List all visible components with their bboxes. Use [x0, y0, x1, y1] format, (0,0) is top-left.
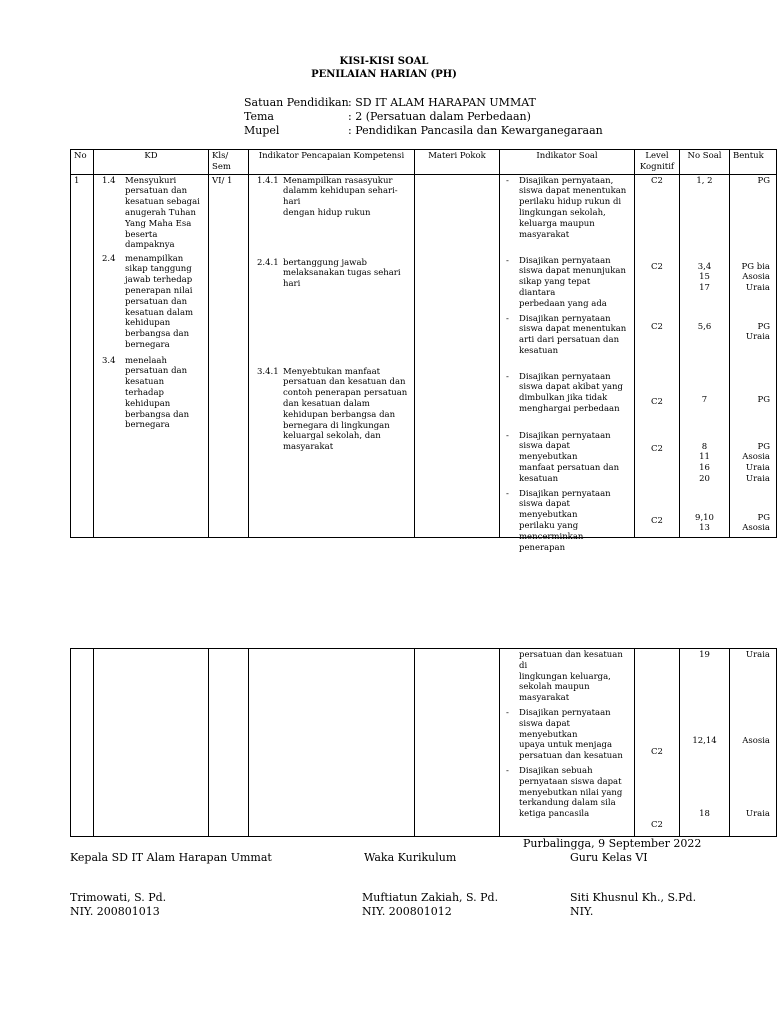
ipk-text: bertanggung jawab melaksanakan tugas sehari hari — [283, 257, 401, 290]
bentuk-soal: PG Asosia Uraia Uraia — [742, 441, 770, 484]
indikator-soal-text: Disajikan pernyataan siswa dapat menyebutkan manfaat persatuan dan kesatuan — [519, 430, 620, 484]
col-header-indikator-soal: Indikator Soal — [500, 150, 635, 175]
no-soal: 7 — [701, 394, 708, 405]
kd-text: menampilkan sikap tanggung jawab terhedap penerapan nilai persatuan dan kesatuan dalam kehidupan berbangsa dan bernegara — [125, 253, 194, 350]
cell-bentuk — [730, 174, 777, 537]
ipk-text: Menyebtukan manfaat persatuan dan kesatuan dan contoh penerapan persatuan dan kesatuan dalam kehidupan berbangsa dan bernegara di lingkungan keluargal sekolah, dan masyarakat — [283, 366, 408, 453]
cell-kls — [209, 649, 249, 837]
col-header-materi: Materi Pokok — [415, 150, 500, 175]
cell-kd — [94, 649, 209, 837]
ipk-text: Menampilkan rasasyukur dalamm kehidupan sehari-hari dengan hidup rukun — [283, 175, 398, 218]
col-header-ipk: Indikator Pencapaian Kompetensi — [249, 150, 415, 175]
signer-niy-waka: NIY. 200801012 — [362, 905, 452, 918]
signer-name-waka: Muftiatun Zakiah, S. Pd. — [362, 891, 499, 904]
cell-nosoal — [680, 174, 730, 537]
bullet-dash: - — [506, 708, 509, 718]
table-row — [71, 174, 777, 537]
kisi-table-page1 — [70, 149, 777, 553]
kd-text: menelaah persatuan dan kesatuan terhadap kehidupan berbangsa dan bernegara — [125, 355, 190, 431]
kd-num: 1.4 — [102, 175, 116, 186]
field-value-tema: : 2 (Persatuan dalam Perbedaan) — [348, 110, 531, 123]
bentuk-soal: PG — [757, 175, 770, 186]
indikator-soal-text: Disajikan pernyataan siswa dapat menyebutkan perilaku yang mencerminkan penerapan — [519, 488, 611, 553]
cell-level — [635, 649, 680, 837]
bullet-dash: - — [506, 766, 509, 776]
kisi-table-page2 — [70, 648, 777, 837]
signer-niy-guru: NIY. — [570, 905, 594, 918]
cell-nosoal — [680, 649, 730, 837]
field-value-mupel: : Pendidikan Pancasila dan Kewarganegaraan — [348, 124, 603, 137]
bentuk-soal: PG Asosia — [742, 512, 770, 534]
signer-role-guru: Guru Kelas VI — [570, 851, 648, 864]
level-kognitif: C2 — [651, 175, 663, 186]
kd-num: 3.4 — [102, 355, 116, 366]
cell-level — [635, 174, 680, 537]
level-kognitif: C2 — [651, 321, 663, 332]
table-header-row — [71, 150, 777, 175]
cell-materi — [415, 174, 500, 537]
level-kognitif: C2 — [651, 261, 663, 272]
indikator-soal-text: Disajikan pernyataan, siswa dapat menentukan perilaku hidup rukun di lingkungan sekolah, keluarga maupun masyarakat — [519, 175, 627, 240]
level-kognitif: C2 — [651, 820, 663, 830]
bentuk-soal: Asosia — [742, 736, 770, 746]
document-title: KISI-KISI SOAL — [339, 56, 429, 67]
cell-ipk — [249, 174, 415, 537]
no-soal: 3,4 15 17 — [697, 261, 712, 294]
bentuk-soal: PG — [757, 394, 770, 405]
bullet-dash: - — [506, 175, 509, 186]
kd-text: Mensyukuri persatuan dan kesatuan sebagai anugerah Tuhan Yang Maha Esa beserta dampaknya — [125, 175, 200, 251]
indikator-soal-text: persatuan dan kesatuan di lingkungan keluarga, sekolah maupun masyarakat — [519, 650, 623, 704]
cell-no: 1 — [71, 174, 94, 537]
cell-materi — [415, 649, 500, 837]
signer-niy-kepala: NIY. 200801013 — [70, 905, 160, 918]
no-soal: 5,6 — [697, 321, 712, 332]
no-soal: 12,14 — [692, 736, 717, 746]
no-soal: 1, 2 — [696, 175, 713, 186]
cell-ipk — [249, 649, 415, 837]
place-date: Purbalingga, 9 September 2022 — [523, 837, 702, 850]
field-value-satuan: : SD IT ALAM HARAPAN UMMAT — [348, 96, 536, 109]
col-header-kls: Kls/ Sem — [209, 150, 249, 175]
bullet-dash: - — [506, 371, 509, 382]
no-soal: 9,10 13 — [695, 512, 714, 534]
signer-role-kepala: Kepala SD IT Alam Harapan Ummat — [70, 851, 272, 864]
ipk-num: 3.4.1 — [257, 366, 279, 377]
no-soal: 8 11 16 20 — [699, 441, 710, 484]
level-kognitif: C2 — [651, 515, 663, 526]
signer-name-kepala: Trimowati, S. Pd. — [70, 891, 167, 904]
ipk-num: 2.4.1 — [257, 257, 279, 268]
document-subtitle: PENILAIAN HARIAN (PH) — [311, 69, 457, 80]
no-soal: 18 — [699, 809, 710, 819]
cell-kd — [94, 174, 209, 537]
col-header-level: Level Kognitif — [635, 150, 680, 175]
field-label-tema: Tema — [244, 110, 274, 123]
cell-no — [71, 649, 94, 837]
bullet-dash: - — [506, 313, 509, 324]
bullet-dash: - — [506, 488, 509, 499]
kd-num: 2.4 — [102, 253, 116, 264]
indikator-soal-text: Disajikan pernyataan siswa dapat menyebutkan upaya untuk menjaga persatuan dan kesatuan — [519, 708, 623, 762]
bullet-dash: - — [506, 255, 509, 266]
level-kognitif: C2 — [651, 443, 663, 454]
col-header-nosoal: No Soal — [680, 150, 730, 175]
ipk-num: 1.4.1 — [257, 175, 279, 186]
indikator-soal-text: Disajikan pernyataan siswa dapat menentukan arti dari persatuan dan kesatuan — [519, 313, 627, 356]
cell-kls: VI/ 1 — [209, 174, 249, 537]
signer-role-waka: Waka Kurikulum — [364, 851, 457, 864]
bentuk-soal: Uraia — [745, 809, 770, 819]
bullet-dash: - — [506, 430, 509, 441]
signer-name-guru: Siti Khusnul Kh., S.Pd. — [570, 891, 697, 904]
col-header-kd: KD — [94, 150, 209, 175]
cell-bentuk — [730, 649, 777, 837]
level-kognitif: C2 — [651, 396, 663, 407]
indikator-soal-text: Disajikan pernyataan siswa dapat menunjukan sikap yang tepat diantara perbedaan yang ada — [519, 255, 626, 309]
no-soal: 19 — [699, 650, 710, 660]
indikator-soal-text: Disajikan sebuah pernyataan siswa dapat menyebutkan nilai yang terkandung dalam sila ketiga pancasila — [519, 766, 623, 820]
col-header-bentuk: Bentuk — [730, 150, 777, 175]
col-header-no: No — [71, 150, 94, 175]
field-label-mupel: Mupel — [244, 124, 280, 137]
bentuk-soal: Uraia — [745, 650, 770, 660]
bentuk-soal: PG bia Asosia Uraia — [741, 261, 770, 294]
field-label-satuan: Satuan Pendidikan — [244, 96, 349, 109]
indikator-soal-text: Disajikan pernyataan siswa dapat akibat yang dimbulkan jika tidak menghargai perbedaan — [519, 371, 623, 414]
level-kognitif: C2 — [651, 747, 663, 757]
cell-indikator-soal — [500, 649, 635, 837]
bentuk-soal: PG Uraia — [745, 321, 770, 343]
cell-indikator-soal — [500, 174, 635, 553]
table-row — [71, 649, 777, 837]
